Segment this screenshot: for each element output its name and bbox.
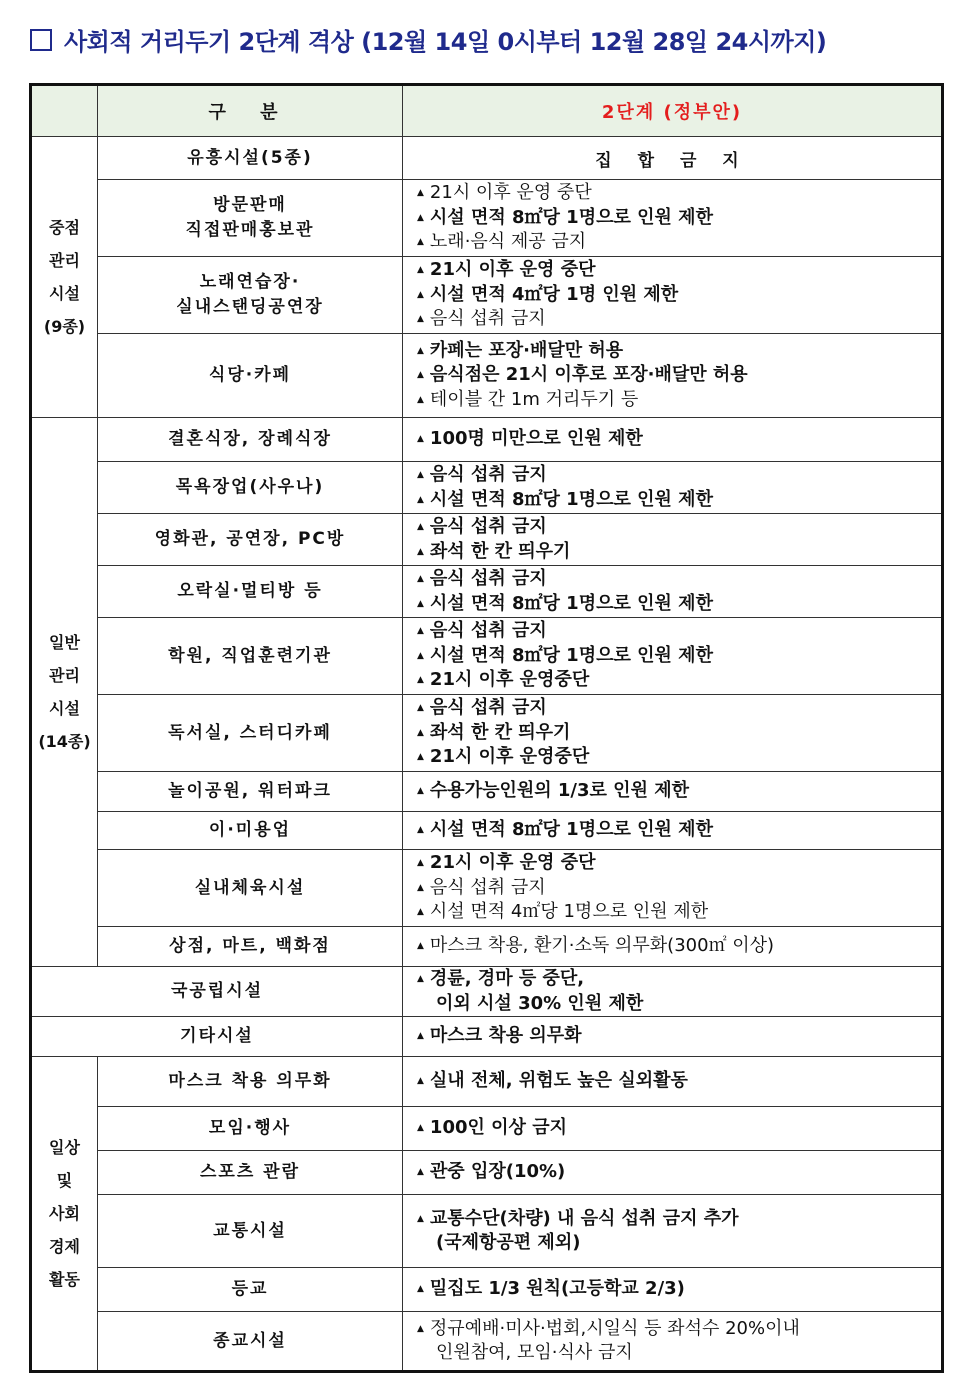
rule-line: ▲ 수용가능인원의 1/3로 인원 제한 — [417, 779, 941, 804]
facility-name: 이·미용업 — [208, 820, 292, 840]
rule-line: 이외 시설 30% 인원 제한 — [436, 992, 644, 1014]
rule-line: ▲ 100인 이상 금지 — [417, 1116, 941, 1141]
rule-line: ▲ 실내 전체, 위험도 높은 실외활동 — [417, 1069, 941, 1094]
facility-name-cell — [98, 618, 403, 695]
rule-cell — [403, 1312, 943, 1372]
facility-name-cell — [98, 1195, 403, 1268]
rule-line: ▲ 관중 입장(10%) — [417, 1160, 941, 1185]
table-header-row — [31, 85, 943, 137]
table-row — [31, 137, 943, 180]
rule-cell — [403, 257, 943, 334]
table-row — [31, 618, 943, 695]
table-row — [31, 695, 943, 772]
rule-line: ▲ 마스크 착용, 환기·소독 의무화(300㎡ 이상) — [417, 934, 941, 959]
category-cell — [31, 418, 98, 967]
category-line: 활동 — [49, 1270, 80, 1289]
rule-line: ▲ 시설 면적 8㎡당 1명으로 인원 제한 — [417, 644, 941, 669]
rule-cell — [403, 514, 943, 566]
category-line: 관리 — [49, 666, 80, 685]
facility-name: 실내체육시설 — [194, 877, 306, 898]
rule-line: (국제항공편 제외) — [436, 1232, 581, 1253]
rule-cell — [403, 1268, 943, 1312]
rule-line: ▲ 밀집도 1/3 원칙(고등학교 2/3) — [417, 1277, 941, 1302]
facility-name: 노래연습장· — [199, 272, 301, 292]
table-row — [31, 1017, 943, 1057]
rule-cell — [403, 566, 943, 618]
category-line: 관리 — [49, 251, 80, 270]
page-title-text: 사회적 거리두기 2단계 격상 (12월 14일 0시부터 12월 28일 24시까지) — [64, 28, 827, 56]
facility-name: 등교 — [231, 1279, 269, 1299]
facility-name: 놀이공원, 워터파크 — [168, 781, 332, 801]
table-row — [31, 1107, 943, 1151]
table-row — [31, 566, 943, 618]
table-row — [31, 334, 943, 418]
rule-cell — [403, 618, 943, 695]
category-cell — [31, 1057, 98, 1372]
facility-name-cell — [98, 850, 403, 927]
rule-cell — [403, 1057, 943, 1107]
rule-line: ▲ 21시 이후 운영 중단 — [417, 181, 941, 206]
category-line: 경제 — [49, 1237, 80, 1256]
facility-name-cell — [98, 137, 403, 180]
rule-line: ▲ 경륜, 경마 등 중단, — [417, 967, 941, 992]
facility-name-cell — [98, 1107, 403, 1151]
facility-name-cell — [98, 695, 403, 772]
facility-name-cell — [98, 418, 403, 462]
facility-name: 유흥시설(5종) — [187, 147, 313, 168]
rule-line: ▲ 시설 면적 8㎡당 1명으로 인원 제한 — [417, 488, 941, 513]
table-row — [31, 1312, 943, 1372]
facility-name: 학원, 직업훈련기관 — [168, 645, 332, 666]
facility-name: 상점, 마트, 백화점 — [169, 936, 331, 956]
header-category-cell: 구 분 — [98, 85, 403, 137]
facility-name-cell — [98, 1268, 403, 1312]
facility-name: 방문판매 — [213, 195, 287, 215]
rule-cell — [403, 1107, 943, 1151]
rule-line: ▲ 음식 섭취 금지 — [417, 876, 941, 901]
rule-cell — [403, 334, 943, 418]
rule-line: ▲ 시설 면적 4㎡당 1명으로 인원 제한 — [417, 900, 941, 925]
rule-line: ▲ 음식 섭취 금지 — [417, 567, 941, 592]
facility-name: 식당·카페 — [208, 365, 292, 385]
category-line: 및 — [56, 1171, 73, 1190]
facility-name: 기타시설 — [180, 1026, 254, 1046]
rule-line: ▲ 정규예배·미사·법회,시일식 등 좌석수 20%이내 — [417, 1317, 941, 1342]
rule-line: ▲ 좌석 한 칸 띄우기 — [417, 721, 941, 746]
table-row — [31, 812, 943, 850]
rule-line: ▲ 좌석 한 칸 띄우기 — [417, 540, 941, 565]
rule-cell — [403, 1195, 943, 1268]
category-line: 일반 — [49, 633, 80, 652]
page-title — [30, 22, 940, 62]
rule-line: ▲ 노래·음식 제공 금지 — [417, 230, 941, 255]
category-line: 시설 — [49, 699, 80, 718]
checkbox-square-icon — [30, 29, 52, 51]
facility-name: 종교시설 — [213, 1330, 287, 1351]
rule-line: ▲ 카페는 포장·배달만 허용 — [417, 339, 941, 364]
table-row — [31, 1195, 943, 1268]
facility-name: 스포츠 관람 — [199, 1162, 301, 1182]
facility-name: 모임·행사 — [208, 1118, 292, 1138]
table-row — [31, 850, 943, 927]
rule-cell — [403, 418, 943, 462]
category-line: (9종) — [43, 317, 86, 336]
facility-name: 영화관, 공연장, PC방 — [154, 529, 346, 549]
table-row — [31, 462, 943, 514]
rule-cell — [403, 180, 943, 257]
table-row — [31, 1151, 943, 1195]
category-line: 사회 — [49, 1204, 80, 1223]
rule-line: ▲ 시설 면적 4㎡당 1명 인원 제한 — [417, 283, 941, 308]
facility-name: 국공립시설 — [170, 981, 264, 1001]
rule-cell — [403, 850, 943, 927]
category-cell — [31, 137, 98, 418]
rule-line: ▲ 21시 이후 운영중단 — [417, 668, 941, 693]
rule-line: ▲ 시설 면적 8㎡당 1명으로 인원 제한 — [417, 592, 941, 617]
rule-line: ▲ 음식 섭취 금지 — [417, 696, 941, 721]
table-row — [31, 1268, 943, 1312]
facility-name-cell — [31, 967, 403, 1017]
table-row — [31, 257, 943, 334]
rule-cell — [403, 462, 943, 514]
rule-line: ▲ 음식점은 21시 이후로 포장·배달만 허용 — [417, 363, 941, 388]
facility-name-cell — [98, 1057, 403, 1107]
rule-cell — [403, 1151, 943, 1195]
rule-cell: 집 합 금 지 — [403, 137, 943, 180]
rule-line: ▲ 음식 섭취 금지 — [417, 619, 941, 644]
rule-cell — [403, 927, 943, 967]
rule-line: ▲ 21시 이후 운영중단 — [417, 745, 941, 770]
rule-line: ▲ 시설 면적 8㎡당 1명으로 인원 제한 — [417, 206, 941, 231]
facility-name: 마스크 착용 의무화 — [168, 1071, 332, 1091]
facility-name-cell — [98, 812, 403, 850]
distancing-table — [29, 83, 944, 1373]
rule-cell — [403, 1017, 943, 1057]
table-row — [31, 514, 943, 566]
facility-name: 목욕장업(사우나) — [175, 477, 325, 497]
facility-name-cell — [98, 927, 403, 967]
rule-line: ▲ 21시 이후 운영 중단 — [417, 851, 941, 876]
rule-line: ▲ 테이블 간 1m 거리두기 등 — [417, 388, 941, 413]
rule-cell — [403, 695, 943, 772]
rule-line: ▲ 교통수단(차량) 내 음식 섭취 금지 추가 — [417, 1207, 941, 1232]
facility-name-cell — [98, 514, 403, 566]
header-blank-cell — [31, 85, 98, 137]
facility-name-cell — [98, 257, 403, 334]
rule-line: ▲ 21시 이후 운영 중단 — [417, 258, 941, 283]
category-line: (14종) — [38, 732, 91, 751]
category-line: 일상 — [49, 1138, 80, 1157]
rule-line: ▲ 음식 섭취 금지 — [417, 515, 941, 540]
facility-name-cell — [98, 772, 403, 812]
facility-name-cell — [31, 1017, 403, 1057]
rule-cell — [403, 967, 943, 1017]
facility-name: 직접판매홍보관 — [185, 220, 315, 240]
table-row — [31, 1057, 943, 1107]
category-line: 중점 — [49, 218, 80, 237]
rule-cell — [403, 812, 943, 850]
rule-line: 인원참여, 모임·식사 금지 — [436, 1342, 633, 1363]
rule-cell — [403, 772, 943, 812]
header-stage-cell: 2단계 (정부안) — [403, 85, 943, 137]
facility-name-cell — [98, 1312, 403, 1372]
facility-name: 오락실·멀티방 등 — [177, 581, 323, 601]
rule-line: ▲ 100명 미만으로 인원 제한 — [417, 427, 941, 452]
facility-name-cell — [98, 566, 403, 618]
rule-line: ▲ 음식 섭취 금지 — [417, 307, 941, 332]
facility-name: 독서실, 스터디카페 — [168, 722, 332, 743]
facility-name-cell — [98, 462, 403, 514]
facility-name-cell — [98, 334, 403, 418]
facility-name: 결혼식장, 장례식장 — [168, 429, 332, 449]
rule-line: ▲ 음식 섭취 금지 — [417, 463, 941, 488]
table-row — [31, 967, 943, 1017]
table-row — [31, 418, 943, 462]
facility-name-cell — [98, 1151, 403, 1195]
facility-name-cell — [98, 180, 403, 257]
facility-name: 교통시설 — [213, 1220, 287, 1241]
rule-line: ▲ 마스크 착용 의무화 — [417, 1024, 941, 1049]
table-row — [31, 927, 943, 967]
table-row — [31, 180, 943, 257]
category-line: 시설 — [49, 284, 80, 303]
table-row — [31, 772, 943, 812]
facility-name: 실내스탠딩공연장 — [176, 297, 324, 317]
rule-line: ▲ 시설 면적 8㎡당 1명으로 인원 제한 — [417, 818, 941, 843]
